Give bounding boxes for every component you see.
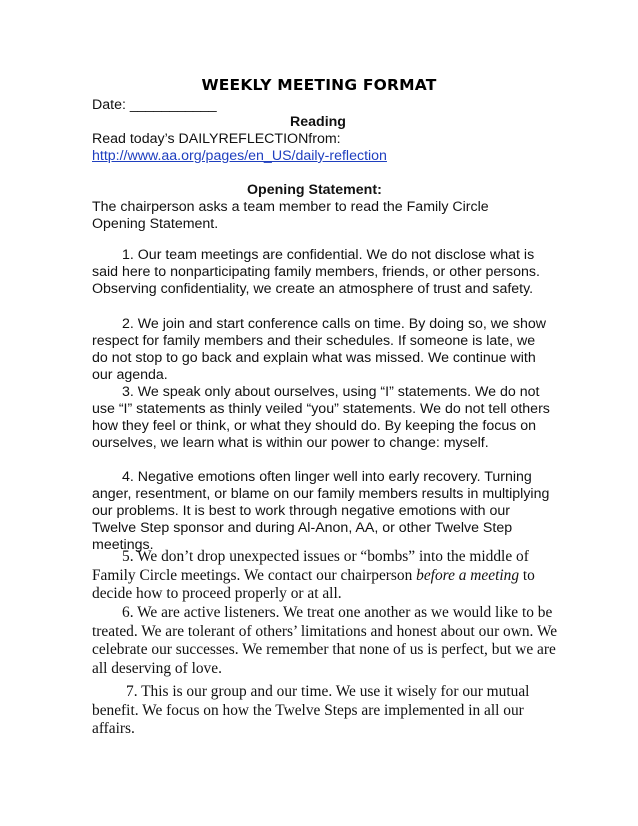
daily-reflection-link[interactable]: http://www.aa.org/pages/en_US/daily-reflection <box>92 148 387 164</box>
list-item-5: 5. We don’t drop unexpected issues or “bombs” into the middle of Family Circle meetings. We contact our chairperson before a meeting to decide how to proceed properly or at all. <box>92 548 535 602</box>
item-5-emphasis: before a meeting <box>416 566 520 584</box>
page-title: WEEKLY MEETING FORMAT <box>201 76 437 94</box>
list-item-4: 4. Negative emotions often linger well into early recovery. Turning anger, resentment, or blame on our family members results in multiplying our problems. It is best to work through negative emotions with our Twelve Step sponsor and during Al-Anon, AA, or other Twelve Step meetings. <box>92 469 550 553</box>
list-item-7: 7. This is our group and our time. We use it wisely for our mutual benefit. We focus on how the Twelve Steps are implemented in all our affairs. <box>92 683 530 737</box>
reading-text: Read today’s DAILYREFLECTIONfrom: <box>92 131 341 147</box>
list-item-3: 3. We speak only about ourselves, using “I” statements. We do not use “I” statements as thinly veiled “you” statements. We do not tell others how they feel or think, or what they should do. By keeping the focus on ourselves, we learn what is within our power to change: myself. <box>92 384 550 451</box>
opening-intro: The chairperson asks a team member to read the Family Circle Opening Statement. <box>92 199 489 232</box>
list-item-2: 2. We join and start conference calls on time. By doing so, we show respect for family members and their schedules. If someone is late, we do not stop to go back and explain what was missed. We continue with our agenda. <box>92 316 547 383</box>
reading-heading: Reading <box>290 114 346 130</box>
list-item-1: 1. Our team meetings are confidential. We do not disclose what is said here to nonparticipating family members, friends, or other persons. Observing confidentiality, we create an atmosphere of trust and safety. <box>92 247 540 297</box>
list-item-6: 6. We are active listeners. We treat one another as we would like to be treated. We are tolerant of others’ limitations and honest about our own. We celebrate our successes. We remember that none of us is perfect, but we are all deserving of love. <box>92 604 558 677</box>
opening-heading: Opening Statement: <box>247 182 382 198</box>
date-field: Date: ___________ <box>92 97 217 113</box>
